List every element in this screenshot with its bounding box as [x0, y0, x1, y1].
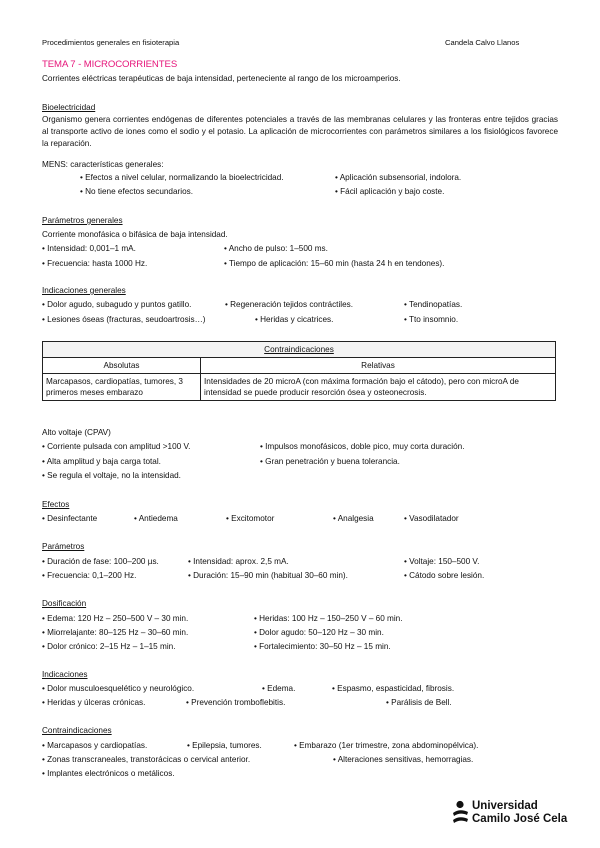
table-cell-absolutas: Marcapasos, cardiopatías, tumores, 3 primeros meses embarazo: [43, 374, 201, 401]
list-item: • Duración: 15–90 min (habitual 30–60 min).: [188, 571, 348, 580]
university-logo: [452, 800, 572, 828]
list-item: • Regeneración tejidos contráctiles.: [225, 300, 354, 309]
university-emblem-icon: [452, 800, 470, 826]
section-heading-contra2: Contraindicaciones: [42, 726, 112, 735]
table-title: Contraindicaciones: [264, 345, 334, 354]
list-item: • Alta amplitud y baja carga total.: [42, 457, 161, 466]
list-item: • Cátodo sobre lesión.: [404, 571, 485, 580]
list-item: • Heridas: 100 Hz – 150–250 V – 60 min.: [254, 614, 403, 623]
list-item: • Miorrelajante: 80–125 Hz – 30–60 min.: [42, 628, 189, 637]
list-item: • Impulsos monofásicos, doble pico, muy corta duración.: [260, 442, 465, 451]
column-header-absolutas: Absolutas: [43, 358, 201, 374]
list-item: • Fortalecimiento: 30–50 Hz – 15 min.: [254, 642, 391, 651]
column-header-relativas: Relativas: [201, 358, 556, 374]
university-name: [472, 800, 567, 825]
section-heading-bio: Bioelectricidad: [42, 103, 96, 112]
contraindications-table: [42, 341, 556, 401]
list-item: • Intensidad: aprox. 2,5 mA.: [188, 557, 289, 566]
list-item: • Voltaje: 150–500 V.: [404, 557, 480, 566]
table-cell-relativas: Intensidades de 20 microA (con máxima formación bajo el cátodo), pero con microA de intensidad se puede producir resorción ósea y osteonecrosis.: [201, 374, 556, 401]
list-item: • Heridas y úlceras crónicas.: [42, 698, 146, 707]
section-heading-params1: Parámetros generales: [42, 216, 123, 225]
list-item: • Tendinopatías.: [404, 300, 463, 309]
list-item: • Se regula el voltaje, no la intensidad.: [42, 471, 181, 480]
list-item: • Tiempo de aplicación: 15–60 min (hasta 24 h en tendones).: [224, 259, 445, 268]
page-subtitle: Corrientes eléctricas terapéuticas de baja intensidad, perteneciente al rango de los microamperios.: [42, 74, 401, 83]
list-item: • Implantes electrónicos o metálicos.: [42, 769, 175, 778]
list-item: • Analgesia: [333, 514, 374, 523]
list-item: • Espasmo, espasticidad, fibrosis.: [332, 684, 455, 693]
list-item: • Dolor agudo, subagudo y puntos gatillo.: [42, 300, 192, 309]
list-item: • Lesiones óseas (fracturas, seudoartrosis…): [42, 315, 206, 324]
table-title-cell: [43, 342, 556, 358]
list-item: • Excitomotor: [226, 514, 275, 523]
section-heading-efectos: Efectos: [42, 500, 70, 509]
list-item: • Vasodilatador: [404, 514, 459, 523]
list-item: • Frecuencia: hasta 1000 Hz.: [42, 259, 148, 268]
section-heading-ind2: Indicaciones: [42, 670, 88, 679]
list-item: • Marcapasos y cardiopatías.: [42, 741, 148, 750]
list-item: • Tto insomnio.: [404, 315, 459, 324]
list-item: • Parálisis de Bell.: [386, 698, 452, 707]
page-title: TEMA 7 - MICROCORRIENTES: [42, 59, 178, 70]
list-item: • Zonas transcraneales, transtorácicas o cervical anterior.: [42, 755, 251, 764]
list-item: • Dolor crónico: 2–15 Hz – 1–15 min.: [42, 642, 176, 651]
list-item: • Dolor agudo: 50–120 Hz – 30 min.: [254, 628, 384, 637]
list-item: • Prevención tromboflebitis.: [186, 698, 286, 707]
list-item: • Epilepsia, tumores.: [187, 741, 262, 750]
list-item: • Intensidad: 0,001–1 mA.: [42, 244, 136, 253]
list-item: • Dolor musculoesquelético y neurológico.: [42, 684, 195, 693]
list-item: • Aplicación subsensorial, indolora.: [335, 173, 462, 182]
list-item: • Ancho de pulso: 1–500 ms.: [224, 244, 328, 253]
section-heading-dosif: Dosificación: [42, 599, 87, 608]
list-item: • Fácil aplicación y bajo coste.: [335, 187, 445, 196]
mens-line: MENS: características generales:: [42, 160, 164, 169]
list-item: • Corriente pulsada con amplitud >100 V.: [42, 442, 191, 451]
list-item: • Efectos a nivel celular, normalizando la bioelectricidad.: [80, 173, 284, 182]
list-item: • Gran penetración y buena tolerancia.: [260, 457, 400, 466]
list-item: • Heridas y cicatrices.: [255, 315, 334, 324]
section-heading-alto: Alto voltaje (CPAV): [42, 428, 111, 437]
university-name-line2: Camilo José Cela: [472, 812, 568, 825]
header-course: Procedimientos generales en fisioterapia: [42, 38, 180, 47]
list-item: • Desinfectante: [42, 514, 98, 523]
header-author: Candela Calvo Llanos: [445, 38, 520, 47]
list-item: • No tiene efectos secundarios.: [80, 187, 194, 196]
list-item: • Edema.: [262, 684, 296, 693]
params1-line: Corriente monofásica o bifásica de baja intensidad.: [42, 230, 228, 239]
section-heading-ind1: Indicaciones generales: [42, 286, 126, 295]
list-item: • Duración de fase: 100–200 µs.: [42, 557, 159, 566]
list-item: • Antiedema: [134, 514, 178, 523]
list-item: • Alteraciones sensitivas, hemorragias.: [333, 755, 474, 764]
section-heading-params2: Parámetros: [42, 542, 85, 551]
list-item: • Edema: 120 Hz – 250–500 V – 30 min.: [42, 614, 189, 623]
list-item: • Embarazo (1er trimestre, zona abdominopélvica).: [294, 741, 479, 750]
bio-paragraph: Organismo genera corrientes endógenas de diferentes potenciales a través de las membranas celulares y las fronteras entre tejidos gracias al transporte activo de iones como el sodio y el potasio. La aplicación de microcorrientes con parámetros similares a los fisiológicos favorece la reparación.: [42, 115, 558, 148]
list-item: • Frecuencia: 0,1–200 Hz.: [42, 571, 137, 580]
university-name-line1: Universidad: [472, 800, 538, 812]
